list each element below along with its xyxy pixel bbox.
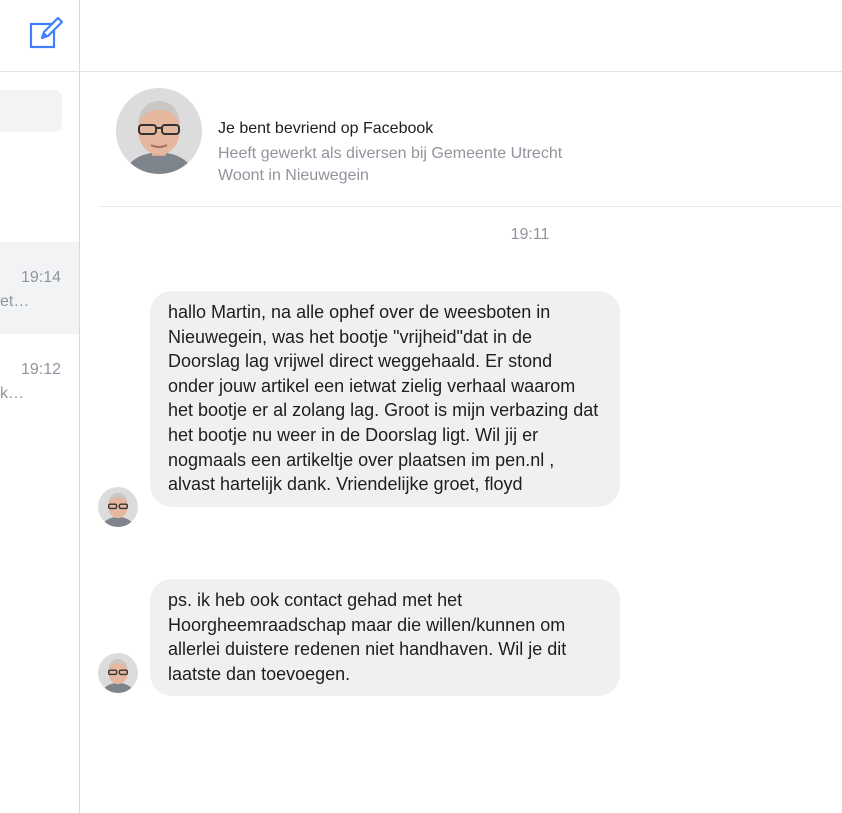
conversation-item[interactable] [0,334,79,426]
friend-status-text: Je bent bevriend op Facebook [218,120,434,137]
message-bubble[interactable]: ps. ik heb ook contact gehad met het Hoorgheemraadschap maar die willen/kunnen om allerlei duistere redenen niet handhaven. Wil je dit laatste dan toevoegen. [150,579,620,696]
conversation-snippet: et… [0,293,30,310]
message-bubble[interactable]: hallo Martin, na alle ophef over de weesboten in Nieuwegein, was het bootje "vrijheid"dat in de Doorslag lag vrijwel direct weggehaald. Er stond onder jouw artikel een ietwat zielig verhaal waarom het bootje er al zolang lag. Groot is mijn verbazing dat het bootje nu weer in de Doorslag ligt. Wil jij er nogmaals een artikeltje over plaatsen im pen.nl , alvast hartelijk dank. Vriendelijke groet, floyd [150,291,620,507]
conversation-header [80,0,842,72]
profile-context [98,88,842,207]
work-info-text: Heeft gewerkt als diversen bij Gemeente Utrecht [218,145,563,162]
sender-avatar[interactable] [98,487,138,527]
location-info-text: Woont in Nieuwegein [218,167,369,184]
sidebar-header [0,0,79,72]
search-input[interactable] [0,90,62,132]
conversation-snippet: k… [0,385,24,402]
contact-avatar[interactable] [116,88,202,174]
conversation-sidebar [0,0,80,813]
conversation-time: 19:12 [20,361,61,378]
conversation-item[interactable] [0,242,79,334]
sender-avatar[interactable] [98,653,138,693]
message-timestamp: 19:11 [510,226,550,243]
compose-new-message-icon[interactable] [28,16,64,52]
conversation-time: 19:14 [20,269,61,286]
